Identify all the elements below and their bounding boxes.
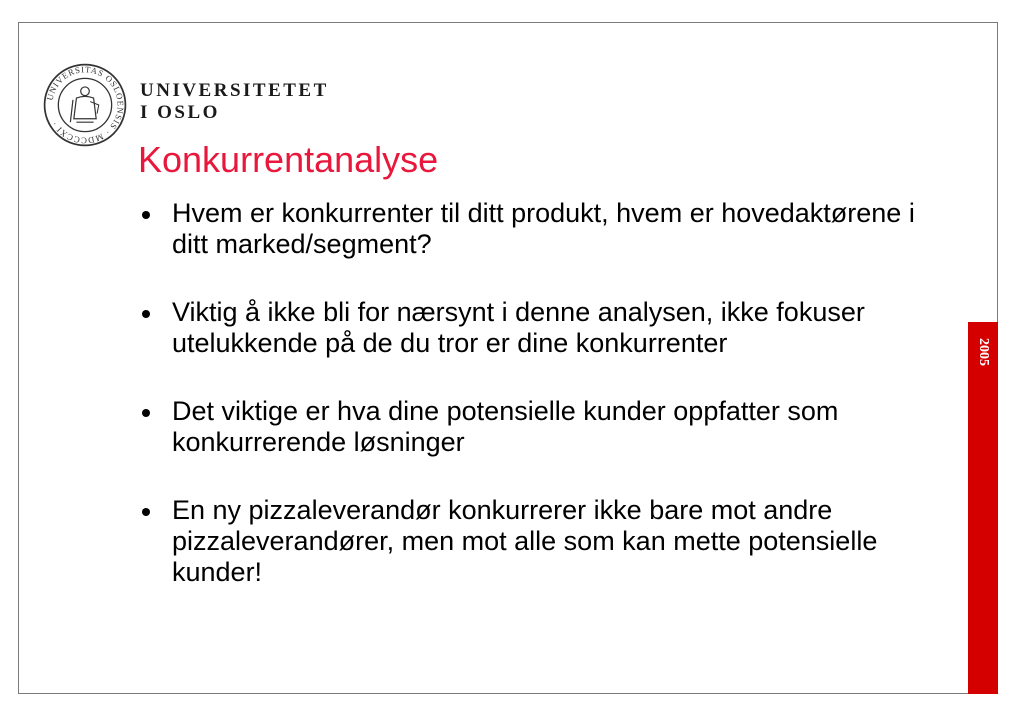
bullet-list bbox=[140, 198, 940, 625]
bullet-item bbox=[140, 297, 940, 359]
university-name-line2: I OSLO bbox=[140, 102, 220, 123]
university-name bbox=[140, 80, 329, 124]
bullet-dot-icon bbox=[142, 508, 150, 516]
bullet-item bbox=[140, 495, 940, 588]
university-seal-icon bbox=[42, 62, 128, 148]
university-name-line1: UNIVERSITETET bbox=[140, 80, 329, 101]
bullet-item bbox=[140, 396, 940, 458]
bullet-dot-icon bbox=[142, 211, 150, 219]
bullet-dot-icon bbox=[142, 310, 150, 318]
slide-title: Konkurrentanalyse bbox=[138, 139, 439, 180]
year-label: 2005 bbox=[976, 338, 991, 366]
bullet-text: Viktig å ikke bli for nærsynt i denne analysen, ikke fokuser utelukkende på de du tror er dine konkurrenter bbox=[172, 297, 865, 358]
bullet-text: Det viktige er hva dine potensielle kunder oppfatter som konkurrerende løsninger bbox=[172, 396, 839, 457]
bullet-text: Hvem er konkurrenter til ditt produkt, hvem er hovedaktørene i ditt marked/segment? bbox=[172, 198, 915, 259]
svg-text:UNIVERSITAS OSLOENSIS · MDCCCX: UNIVERSITAS OSLOENSIS · MDCCCXI · bbox=[44, 64, 126, 146]
bullet-text: En ny pizzaleverandør konkurrerer ikke bare mot andre pizzaleverandører, men mot alle som kan mette potensielle kunder! bbox=[172, 495, 878, 587]
bullet-dot-icon bbox=[142, 409, 150, 417]
year-label-container bbox=[968, 322, 998, 382]
bullet-item bbox=[140, 198, 940, 260]
